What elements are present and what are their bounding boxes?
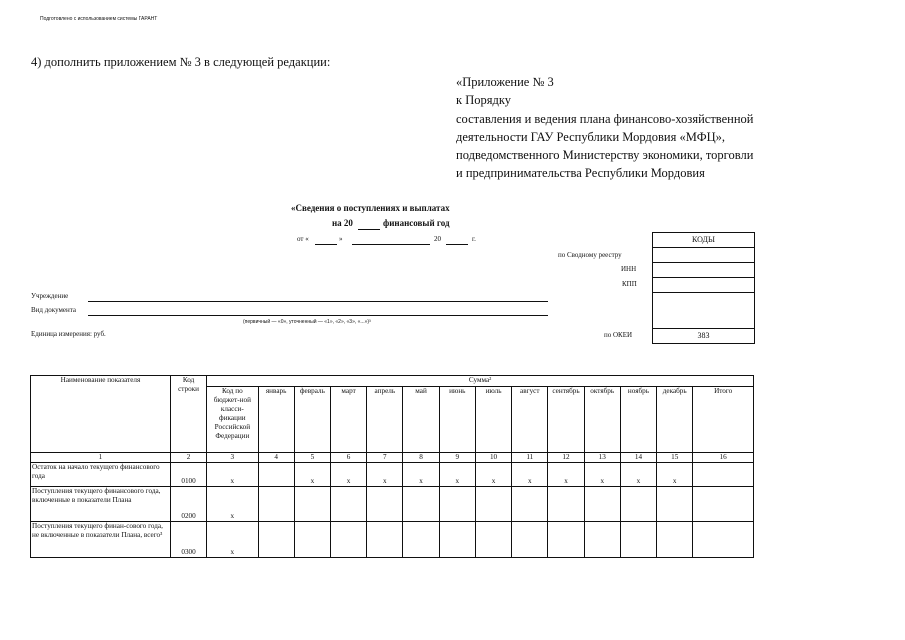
row-cell[interactable] [367,487,403,522]
row-code: 0300 [170,522,206,558]
institution-input-line[interactable] [88,301,548,302]
row-cell[interactable] [258,487,294,522]
row-cell: х [403,463,439,487]
column-number: 3 [207,453,258,463]
head-month: декабрь [657,387,693,453]
row-cell[interactable] [294,522,330,558]
form-title-year: на 20 [332,218,353,228]
row-cell: х [330,463,366,487]
head-budget-code: Код по бюджет-ной класси-фикации Российской Федерации [207,387,258,453]
head-month: сентябрь [548,387,584,453]
head-month: апрель [367,387,403,453]
row-cell[interactable] [620,487,656,522]
row-cell[interactable] [258,463,294,487]
row-cell[interactable] [693,463,754,487]
appendix-line: и предпринимательства Республики Мордовия [456,166,705,181]
column-number: 14 [620,453,656,463]
head-sum: Сумма² [207,376,754,387]
date-day-blank [315,244,337,245]
head-month: февраль [294,387,330,453]
row-cell[interactable] [512,487,548,522]
appendix-block [456,73,753,183]
head-month: июль [475,387,511,453]
doc-type-label: Вид документа [31,306,77,314]
column-number: 2 [170,453,206,463]
date-g: г. [472,235,476,243]
appendix-line: составления и ведения плана финансово-хозяйственной [456,111,754,126]
row-cell[interactable] [693,487,754,522]
appendix-line: к Порядку [456,93,511,108]
row-cell: х [367,463,403,487]
row-code: 0100 [170,463,206,487]
appendix-line: «Приложение № 3 [456,75,554,89]
column-number: 6 [330,453,366,463]
row-code: 0200 [170,487,206,522]
doc-type-input-line[interactable] [88,315,548,316]
institution-label: Учреждение [31,292,69,300]
code-cell-registry[interactable] [653,248,754,263]
row-cell[interactable] [294,487,330,522]
doc-type-note: (первичный — «0», уточненный — «1», «2», «3», «...»)³ [243,319,371,325]
appendix-line: подведомственного Министерству экономики, торговли [456,148,754,163]
row-cell: х [657,463,693,487]
row-cell[interactable] [330,522,366,558]
year-blank [358,229,380,230]
row-cell[interactable] [258,522,294,558]
table-row [31,522,754,558]
code-cell-inn[interactable] [653,263,754,278]
row-cell: х [475,463,511,487]
code-label-okei: по ОКЕИ [604,331,633,339]
code-label-inn: ИНН [621,265,637,273]
form-title-suffix: финансовый год [383,218,450,228]
table-row [31,463,754,487]
column-number: 15 [657,453,693,463]
head-month: январь [258,387,294,453]
row-cell[interactable] [620,522,656,558]
okei-value: 383 [653,328,754,343]
date-year-blank [446,244,468,245]
intro-text: 4) дополнить приложением № 3 в следующей редакции: [31,55,331,69]
appendix-line: деятельности ГАУ Республики Мордовия «МФЦ», [456,129,725,144]
codes-box [652,232,755,344]
column-number: 5 [294,453,330,463]
row-cell[interactable] [657,522,693,558]
column-number: 10 [475,453,511,463]
column-number: 12 [548,453,584,463]
form-title: «Сведения о поступлениях и выплатах [291,203,450,213]
row-cell[interactable] [584,522,620,558]
row-cell: х [439,463,475,487]
column-number: 16 [693,453,754,463]
row-cell[interactable] [367,522,403,558]
row-cell[interactable] [330,487,366,522]
table-row [31,487,754,522]
row-cell[interactable] [439,522,475,558]
date-year: 20 [434,235,441,243]
row-cell: х [207,463,258,487]
column-number: 8 [403,453,439,463]
row-cell[interactable] [475,522,511,558]
row-cell[interactable] [657,487,693,522]
row-cell[interactable] [403,487,439,522]
row-cell[interactable] [548,487,584,522]
row-cell[interactable] [475,487,511,522]
row-cell: х [512,463,548,487]
row-cell[interactable] [512,522,548,558]
head-total: Итого [693,387,754,453]
column-number: 13 [584,453,620,463]
row-name: Поступления текущего финан-сового года, не включенные в показатели Плана, всего³ [31,522,171,558]
row-cell: х [207,487,258,522]
head-month: октябрь [584,387,620,453]
head-month: август [512,387,548,453]
code-label-registry: по Сводному реестру [558,251,622,259]
code-label-kpp: КПП [622,280,637,288]
column-number: 11 [512,453,548,463]
date-month-blank [352,244,430,245]
row-name: Остаток на начало текущего финансового года [31,463,171,487]
row-cell: х [620,463,656,487]
column-number: 9 [439,453,475,463]
row-cell: х [207,522,258,558]
head-month: март [330,387,366,453]
date-close: » [339,235,343,243]
codes-header: КОДЫ [653,233,754,248]
code-cell-kpp[interactable] [653,278,754,293]
unit-label: Единица измерения: руб. [31,330,106,338]
head-name: Наименование показателя [31,376,171,453]
date-ot: от « [297,235,309,243]
row-cell: х [548,463,584,487]
head-month: июнь [439,387,475,453]
row-cell[interactable] [548,522,584,558]
head-month: ноябрь [620,387,656,453]
row-cell[interactable] [693,522,754,558]
row-name: Поступления текущего финансового года, включенные в показатели Плана [31,487,171,522]
column-number: 7 [367,453,403,463]
row-cell: х [294,463,330,487]
row-cell[interactable] [584,487,620,522]
column-number: 4 [258,453,294,463]
header-note: Подготовлено с использованием системы ГАРАНТ [40,16,158,22]
receipts-table [30,375,754,558]
row-cell: х [584,463,620,487]
row-cell[interactable] [403,522,439,558]
head-code: Код строки [170,376,206,453]
head-month: май [403,387,439,453]
column-number: 1 [31,453,171,463]
row-cell[interactable] [439,487,475,522]
